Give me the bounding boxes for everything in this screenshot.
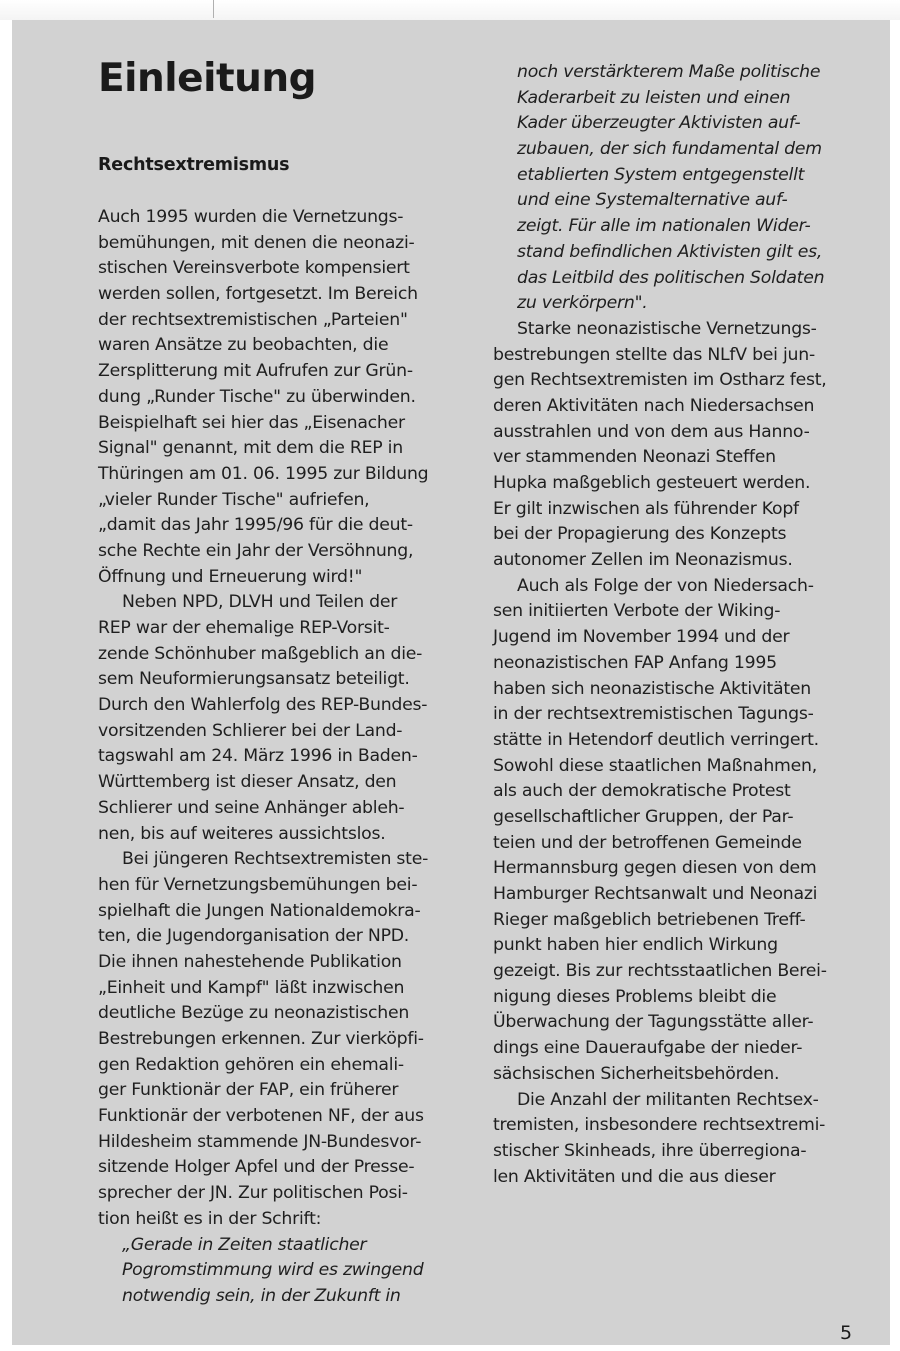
text-line: „vieler Runder Tische" aufriefen, [98, 489, 370, 510]
text-line: Auch 1995 wurden die Vernetzungs- [98, 207, 404, 227]
text-line: Die Anzahl der militanten Rechtsex- [517, 1089, 819, 1110]
text-line: stand befindlichen Aktivisten gilt es, [517, 241, 823, 262]
text-line: tremisten, insbesondere rechtsextremi- [493, 1115, 826, 1136]
text-line: zubauen, der sich fundamental dem [517, 139, 822, 160]
text-line: Schlierer und seine Anhänger ableh- [98, 797, 405, 818]
text-line: Hermannsburg gegen diesen von dem [493, 858, 817, 879]
text-line: zende Schönhuber maßgeblich an die- [98, 643, 423, 664]
text-line: Öffnung und Erneuerung wird!" [98, 566, 363, 587]
text-line: Neben NPD, DLVH und Teilen der [122, 592, 398, 613]
text-line: Hamburger Rechtsanwalt und Neonazi [493, 884, 818, 904]
text-line: bestrebungen stellte das NLfV bei jun- [493, 344, 815, 365]
text-line: sitzende Holger Apfel und der Presse- [98, 1157, 415, 1178]
text-line: vorsitzenden Schlierer bei der Land- [98, 720, 403, 741]
text-line: Überwachung der Tagungsstätte aller- [493, 1012, 814, 1033]
text-line: der rechtsextremistischen „Parteien" [98, 309, 408, 330]
text-line: Württemberg ist dieser Ansatz, den [98, 772, 397, 793]
text-line: dings eine Daueraufgabe der nieder- [493, 1038, 803, 1059]
text-line: als auch der demokratische Protest [493, 781, 791, 802]
text-line: Sowohl diese staatlichen Maßnahmen, [493, 755, 817, 776]
section-heading: Rechtsextremismus [98, 155, 290, 175]
text-line: Bestrebungen erkennen. Zur vierköpfi- [98, 1029, 424, 1049]
text-line: stätte in Hetendorf deutlich verringert. [493, 729, 819, 750]
text-line: ver stammenden Neonazi Steffen [493, 447, 776, 468]
text-line: tagswahl am 24. März 1996 in Baden- [98, 746, 418, 767]
text-line: Thüringen am 01. 06. 1995 zur Bildung [98, 463, 429, 484]
text-line: Jugend im November 1994 und der [493, 627, 790, 648]
text-line: hen für Vernetzungsbemühungen bei- [98, 874, 418, 895]
text-line: sche Rechte ein Jahr der Versöhnung, [98, 540, 414, 561]
text-line: gen Rechtsextremisten im Ostharz fest, [493, 370, 827, 391]
text-line: nen, bis auf weiteres aussichtslos. [98, 823, 386, 844]
text-line: neonazistischen FAP Anfang 1995 [493, 652, 777, 673]
text-line: „damit das Jahr 1995/96 für die deut- [98, 515, 413, 536]
text-line: ten, die Jugendorganisation der NPD. [98, 926, 410, 947]
text-line: waren Ansätze zu beobachten, die [98, 335, 389, 356]
text-line: nigung dieses Problems bleibt die [493, 986, 777, 1007]
text-line: stischer Skinheads, ihre überregiona- [493, 1140, 807, 1161]
text-line: Rieger maßgeblich betriebenen Treff- [493, 909, 806, 930]
scan-top-margin [0, 0, 900, 20]
text-line: noch verstärkterem Maße politische [517, 62, 821, 82]
text-line: und eine Systemalternative auf- [517, 190, 788, 211]
text-line: bemühungen, mit denen die neonazi- [98, 232, 415, 253]
text-line: in der rechtsextremistischen Tagungs- [493, 704, 814, 725]
text-line: deutliche Bezüge zu neonazistischen [98, 1003, 410, 1024]
text-line: dung „Runder Tische" zu überwinden. [98, 386, 416, 407]
text-line: Er gilt inzwischen als führender Kopf [493, 498, 799, 519]
text-line: gesellschaftlicher Gruppen, der Par- [493, 806, 794, 827]
text-line: haben sich neonazistische Aktivitäten [493, 678, 811, 699]
text-line: Zersplitterung mit Aufrufen zur Grün- [98, 361, 413, 382]
text-line: autonomer Zellen im Neonazismus. [493, 550, 793, 571]
text-line: Pogromstimmung wird es zwingend [122, 1260, 424, 1281]
text-line: bei der Propagierung des Konzepts [493, 524, 787, 545]
text-line: spielhaft die Jungen Nationaldemokra- [98, 900, 421, 921]
text-line: „Gerade in Zeiten staatlicher [122, 1234, 367, 1255]
text-line: Kaderarbeit zu leisten und einen [517, 87, 791, 108]
text-line: Die ihnen nahestehende Publikation [98, 951, 402, 972]
text-line: gen Redaktion gehören ein ehemali- [98, 1054, 404, 1075]
right-text-column [493, 60, 827, 1190]
left-text-column [98, 205, 428, 1310]
text-line: Signal" genannt, mit dem die REP in [98, 438, 403, 459]
text-line: len Aktivitäten und die aus dieser [493, 1166, 776, 1187]
text-line: werden sollen, fortgesetzt. Im Bereich [98, 284, 418, 305]
text-line: zeigt. Für alle im nationalen Wider- [517, 216, 811, 237]
text-line: teien und der betroffenen Gemeinde [493, 832, 802, 853]
page-title: Einleitung [98, 56, 317, 101]
text-line: das Leitbild des politischen Soldaten [517, 267, 825, 288]
text-line: Durch den Wahlerfolg des REP-Bundes- [98, 695, 428, 716]
scan-crop-mark [213, 0, 214, 18]
text-line: Bei jüngeren Rechtsextremisten ste- [122, 849, 429, 870]
text-line: Auch als Folge der von Niedersach- [517, 575, 814, 596]
text-line: Beispielhaft sei hier das „Eisenacher [98, 412, 405, 433]
text-line: sprecher der JN. Zur politischen Posi- [98, 1183, 408, 1204]
text-line: Hildesheim stammende JN-Bundesvor- [98, 1131, 422, 1152]
text-line: punkt haben hier endlich Wirkung [493, 935, 778, 956]
text-line: „Einheit und Kampf" läßt inzwischen [98, 977, 405, 998]
text-line: stischen Vereinsverbote kompensiert [98, 258, 410, 279]
text-line: Starke neonazistische Vernetzungs- [517, 318, 817, 339]
text-line: ausstrahlen und von dem aus Hanno- [493, 421, 810, 442]
text-line: ger Funktionär der FAP, ein früherer [98, 1080, 399, 1101]
text-line: Kader überzeugter Aktivisten auf- [517, 113, 801, 134]
text-line: etablierten System entgegenstellt [517, 164, 805, 185]
text-line: sem Neuformierungsansatz beteiligt. [98, 669, 410, 690]
text-line: gezeigt. Bis zur rechtsstaatlichen Berei- [493, 961, 827, 982]
text-line: REP war der ehemalige REP-Vorsit- [98, 618, 390, 638]
text-line: sen initiierten Verbote der Wiking- [493, 601, 781, 622]
text-line: deren Aktivitäten nach Niedersachsen [493, 395, 815, 416]
text-line: tion heißt es in der Schrift: [98, 1208, 322, 1229]
text-line: Hupka maßgeblich gesteuert werden. [493, 473, 811, 493]
text-line: sächsischen Sicherheitsbehörden. [493, 1063, 780, 1084]
text-line: zu verkörpern". [517, 293, 648, 314]
text-line: Funktionär der verbotenen NF, der aus [98, 1106, 424, 1127]
page-number: 5 [840, 1322, 853, 1344]
text-line: notwendig sein, in der Zukunft in [122, 1285, 401, 1306]
